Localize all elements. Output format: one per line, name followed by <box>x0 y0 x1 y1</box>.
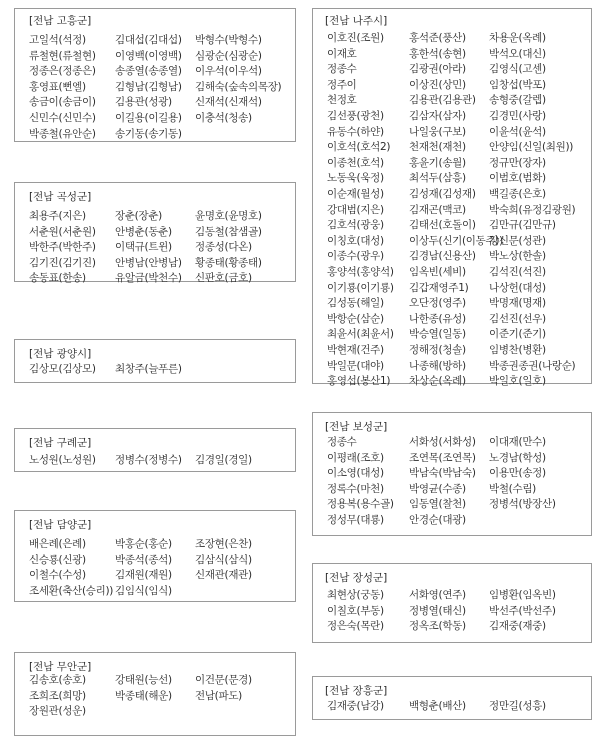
member-name: 임병찬(병환) <box>489 344 546 356</box>
member-name: 김태선(호돌이) <box>409 219 476 232</box>
member-name: 김형남(김형남) <box>115 80 182 93</box>
member-name: 김영식(고센) <box>489 63 546 76</box>
member-name: 김호석(광웅) <box>327 219 384 232</box>
member-row <box>313 31 591 46</box>
member-name: 송형중(갈렙) <box>489 94 546 107</box>
member-name: 안병춘(동춘) <box>115 225 172 238</box>
member-name: 김재중(재중) <box>489 620 546 633</box>
member-name: 조장현(은찬) <box>195 538 252 550</box>
member-name: 박숙희(유정김광원) <box>489 203 576 216</box>
member-row <box>313 619 591 634</box>
member-name: 배은례(은례) <box>29 538 86 550</box>
member-name: 김재중(남강) <box>327 700 384 712</box>
member-name: 정주이 <box>327 78 357 91</box>
member-name: 김임식(임식) <box>115 584 172 597</box>
member-name: 정종은(정종은) <box>29 65 96 78</box>
member-name: 박한주(박한주) <box>29 241 96 254</box>
member-name: 김용관(성광) <box>115 96 172 109</box>
member-name: 김삼자(삼자) <box>409 110 466 122</box>
member-row <box>15 271 295 286</box>
region-box-gurye <box>14 428 296 472</box>
member-name: 박일호(일호) <box>489 375 546 388</box>
region-title: [전남 광양시] <box>29 348 92 360</box>
member-name: 유알금(박천수) <box>115 272 182 285</box>
member-row <box>15 568 295 583</box>
member-name: 박남숙(박남숙) <box>409 467 476 480</box>
member-name: 노성원(노성원) <box>29 454 96 466</box>
region-title: [전남 고흥군] <box>29 15 92 27</box>
member-name: 나일웅(구보) <box>409 125 466 138</box>
member-name: 전남(파도) <box>195 689 242 702</box>
member-name: 이칠호(부동) <box>327 604 384 617</box>
member-name: 강신문(성관) <box>489 234 546 247</box>
member-row <box>15 111 295 126</box>
region-box-boseong <box>312 412 592 536</box>
member-name: 김만규(김만규) <box>489 219 556 232</box>
member-row <box>313 435 591 450</box>
member-name: 홍한석(송현) <box>409 47 466 60</box>
member-row <box>313 312 591 327</box>
member-row <box>313 466 591 481</box>
member-name: 임옥빈(세비) <box>409 266 466 278</box>
member-row <box>15 553 295 568</box>
member-row <box>15 209 295 224</box>
member-name: 서화영(연주) <box>409 589 466 601</box>
member-row <box>15 362 295 377</box>
member-name: 이상두(신기(이동주)) <box>409 234 503 247</box>
member-name: 백형춘(배산) <box>409 700 466 712</box>
member-name: 박철(수림) <box>489 482 536 495</box>
member-name: 노동욱(욱정) <box>327 172 384 185</box>
member-name: 이종수(광우) <box>327 250 384 263</box>
member-name: 서화성(서화성) <box>409 436 476 448</box>
member-name: 이순재(월성) <box>327 188 384 200</box>
member-name: 안병남(안병남) <box>115 256 182 269</box>
member-row <box>15 584 295 599</box>
member-row <box>313 359 591 374</box>
member-name: 이영백(이영백) <box>115 49 182 62</box>
member-name: 박종석(종석) <box>115 553 172 566</box>
region-title: [전남 나주시] <box>325 15 388 27</box>
member-name: 이호진(조원) <box>327 32 384 44</box>
member-name: 차용운(옥례) <box>489 32 546 44</box>
member-name: 신승룡(신광) <box>29 553 86 566</box>
member-row <box>313 699 591 714</box>
member-name: 송금이(송금이) <box>29 96 96 109</box>
member-name: 김삼식(삼식) <box>195 553 252 566</box>
member-row <box>313 588 591 603</box>
member-name: 최윤서(최윤서) <box>327 328 394 341</box>
member-name: 오단정(영주) <box>409 297 466 310</box>
member-row <box>15 80 295 95</box>
member-row <box>313 203 591 218</box>
member-name: 이건문(문경) <box>195 674 252 686</box>
member-name: 박명재(명재) <box>489 297 546 310</box>
member-name: 노경남(학성) <box>489 451 546 464</box>
member-name: 김재원(재원) <box>115 569 172 582</box>
member-name: 김기진(김기진) <box>29 256 96 269</box>
region-box-muan <box>14 652 296 736</box>
member-name: 홍윤기(송월) <box>409 156 466 169</box>
member-row <box>313 281 591 296</box>
member-name: 김성동(해일) <box>327 297 384 310</box>
member-row <box>15 225 295 240</box>
member-name: 김경남(신용산) <box>409 250 476 263</box>
member-name: 김갑재영주1) <box>409 281 469 294</box>
member-name: 정종수 <box>327 436 357 448</box>
member-name: 나종해(방하) <box>409 359 466 372</box>
member-name: 박선주(박선주) <box>489 604 556 617</box>
member-name: 이택규(트윈) <box>115 241 172 254</box>
region-box-goheung <box>14 8 296 142</box>
region-title: [전남 곡성군] <box>29 191 92 203</box>
member-row <box>313 218 591 233</box>
member-row <box>15 704 295 719</box>
member-row <box>15 49 295 64</box>
member-name: 이철수(수성) <box>29 569 86 582</box>
member-name: 김선진(선우) <box>489 312 546 325</box>
member-name: 이평래(조호) <box>327 451 384 464</box>
member-name: 박종권종권(나랑순) <box>489 359 576 372</box>
member-name: 김송호(송호) <box>29 674 86 686</box>
member-row <box>313 140 591 155</box>
member-name: 정병수(정병수) <box>115 454 182 466</box>
member-row <box>313 187 591 202</box>
region-box-gwangyang <box>14 339 296 383</box>
member-name: 송기동(송기동) <box>115 127 182 140</box>
member-name: 조세환(축산(승리)) <box>29 584 114 597</box>
member-row <box>313 249 591 264</box>
member-row <box>313 451 591 466</box>
region-box-jangseong <box>312 563 592 643</box>
member-row <box>313 125 591 140</box>
member-name: 황종태(황종태) <box>195 256 262 269</box>
member-name: 임동열(찰천) <box>409 498 466 511</box>
member-row <box>313 513 591 528</box>
member-name: 정성무(대룡) <box>327 514 384 526</box>
member-name: 최석두(삼흥) <box>409 172 466 185</box>
member-row <box>313 78 591 93</box>
member-name: 장원관(성운) <box>29 705 86 718</box>
member-name: 박승열(일동) <box>409 328 466 341</box>
member-name: 안경순(대광) <box>409 514 466 526</box>
member-name: 박석오(대신) <box>489 47 546 60</box>
member-name: 최현상(궁동) <box>327 589 384 601</box>
member-row <box>15 537 295 552</box>
member-row <box>313 234 591 249</box>
member-name: 장춘(장춘) <box>115 210 162 222</box>
member-name: 박종철(유안순) <box>29 127 96 140</box>
member-name: 박항순(삼순) <box>327 312 384 325</box>
member-name: 박홍순(홍순) <box>115 538 172 550</box>
member-row <box>15 127 295 142</box>
member-name: 이범호(범화) <box>489 172 546 185</box>
member-name: 나한종(유성) <box>409 312 466 325</box>
member-row <box>15 95 295 110</box>
member-name: 박형수(박형수) <box>195 34 262 46</box>
member-name: 김선풍(광천) <box>327 110 384 122</box>
member-name: 김상모(김상모) <box>29 363 96 375</box>
member-name: 조연목(조연목) <box>409 451 476 464</box>
member-row <box>313 497 591 512</box>
member-name: 유동수(하얀) <box>327 125 384 138</box>
member-name: 윤명호(윤명호) <box>195 210 262 222</box>
region-title: [전남 장성군] <box>325 572 388 584</box>
member-name: 김성재(김성재) <box>409 188 476 200</box>
member-name: 이호석(호석2) <box>327 141 391 154</box>
member-name: 조희조(희망) <box>29 689 86 702</box>
member-row <box>15 64 295 79</box>
member-name: 이우석(이우석) <box>195 65 262 78</box>
member-name: 신재관(재관) <box>195 569 252 582</box>
region-title: [전남 구례군] <box>29 437 92 449</box>
member-row <box>15 33 295 48</box>
member-name: 심광순(심광순) <box>195 49 262 62</box>
member-row <box>313 93 591 108</box>
member-name: 정옥조(학동) <box>409 620 466 633</box>
member-name: 류철현(류철현) <box>29 49 96 62</box>
region-box-damyang <box>14 510 296 602</box>
member-name: 박종태(해운) <box>115 689 172 702</box>
member-name: 이상진(상민) <box>409 78 466 91</box>
region-title: [전남 무안군] <box>29 661 92 673</box>
member-name: 정종수 <box>327 63 357 76</box>
member-name: 정록수(마천) <box>327 482 384 495</box>
member-name: 김동철(참샘골) <box>195 225 262 238</box>
member-row <box>313 343 591 358</box>
member-name: 최창주(늘푸른) <box>115 363 182 375</box>
region-box-gokseong <box>14 182 296 285</box>
member-name: 강태원(능선) <box>115 674 172 686</box>
member-name: 이충석(청송) <box>195 112 252 124</box>
member-name: 신재석(신재석) <box>195 96 262 109</box>
region-box-naju <box>312 8 592 388</box>
member-row <box>313 604 591 619</box>
member-name: 천정호 <box>327 94 357 107</box>
member-name: 박노상(한솔) <box>489 250 546 263</box>
member-row <box>313 374 591 389</box>
member-name: 정해정(청솔) <box>409 344 466 356</box>
member-name: 홍석준(풍산) <box>409 32 466 44</box>
member-row <box>313 156 591 171</box>
member-name: 천재천(재천) <box>409 141 466 154</box>
member-name: 안양임(신일(최원)) <box>489 141 574 154</box>
member-row <box>15 256 295 271</box>
member-name: 정종성(다온) <box>195 241 252 254</box>
member-row <box>313 482 591 497</box>
member-name: 송동표(한송) <box>29 272 86 285</box>
member-name: 이소영(대성) <box>327 467 384 480</box>
member-name: 홍영섭(봉산1) <box>327 375 391 388</box>
member-row <box>15 689 295 704</box>
member-row <box>313 265 591 280</box>
region-title: [전남 보성군] <box>325 421 388 433</box>
member-name: 홍양석(홍양석) <box>327 266 394 278</box>
region-box-jangheung <box>312 676 592 720</box>
member-name: 정만길(성흥) <box>489 700 546 712</box>
member-name: 신민수(신민수) <box>29 112 96 124</box>
member-name: 김광권(아라) <box>409 63 466 76</box>
member-name: 임창섭(박포) <box>489 78 546 91</box>
member-name: 임병환(임옥빈) <box>489 589 556 601</box>
member-row <box>313 296 591 311</box>
member-name: 이종천(호석) <box>327 156 384 169</box>
member-name: 정은숙(목란) <box>327 620 384 633</box>
member-name: 정병열(태신) <box>409 604 466 617</box>
member-name: 김재곤(맥코) <box>409 203 466 216</box>
member-name: 최용주(지은) <box>29 210 86 222</box>
member-name: 이재호 <box>327 47 357 60</box>
member-row <box>15 673 295 688</box>
member-name: 강대범(지은) <box>327 203 384 216</box>
member-name: 이기룡(이기룡) <box>327 281 394 294</box>
member-name: 서춘원(서춘원) <box>29 225 96 238</box>
member-name: 송종열(송종열) <box>115 65 182 78</box>
member-name: 김대섭(김대섭) <box>115 34 182 46</box>
member-name: 이길용(이길용) <box>115 112 182 124</box>
member-name: 김경민(사랑) <box>489 110 546 122</box>
member-name: 김경일(경일) <box>195 454 252 466</box>
region-title: [전남 장흥군] <box>325 685 388 697</box>
member-name: 김해숙(숲속의목장) <box>195 80 282 93</box>
member-name: 이대재(만수) <box>489 436 546 448</box>
member-name: 박현재(건주) <box>327 344 384 356</box>
member-row <box>313 109 591 124</box>
member-row <box>313 47 591 62</box>
member-row <box>15 453 295 468</box>
member-name: 홍영표(뻔엘) <box>29 80 86 93</box>
member-name: 나상헌(대성) <box>489 281 546 294</box>
member-row <box>15 240 295 255</box>
member-name: 차상순(옥례) <box>409 375 466 388</box>
member-name: 김석진(석진) <box>489 266 546 278</box>
region-title: [전남 담양군] <box>29 519 92 531</box>
member-name: 이윤석(윤석) <box>489 125 546 138</box>
member-name: 이준기(준기) <box>489 328 546 341</box>
member-name: 백길종(은호) <box>489 188 546 200</box>
member-row <box>313 327 591 342</box>
member-name: 정규만(장자) <box>489 156 546 169</box>
member-name: 이칭호(대성) <box>327 234 384 247</box>
member-name: 김용관(김용관) <box>409 94 476 107</box>
member-name: 정용복(용수골) <box>327 498 394 511</box>
member-name: 정병석(방장산) <box>489 498 556 511</box>
member-name: 이용만(송정) <box>489 467 546 480</box>
member-row <box>313 62 591 77</box>
member-name: 신판호(금호) <box>195 272 252 285</box>
member-row <box>313 171 591 186</box>
member-name: 박영균(수종) <box>409 482 466 495</box>
member-name: 박일문(대야) <box>327 359 384 372</box>
member-name: 고일석(석정) <box>29 34 86 46</box>
